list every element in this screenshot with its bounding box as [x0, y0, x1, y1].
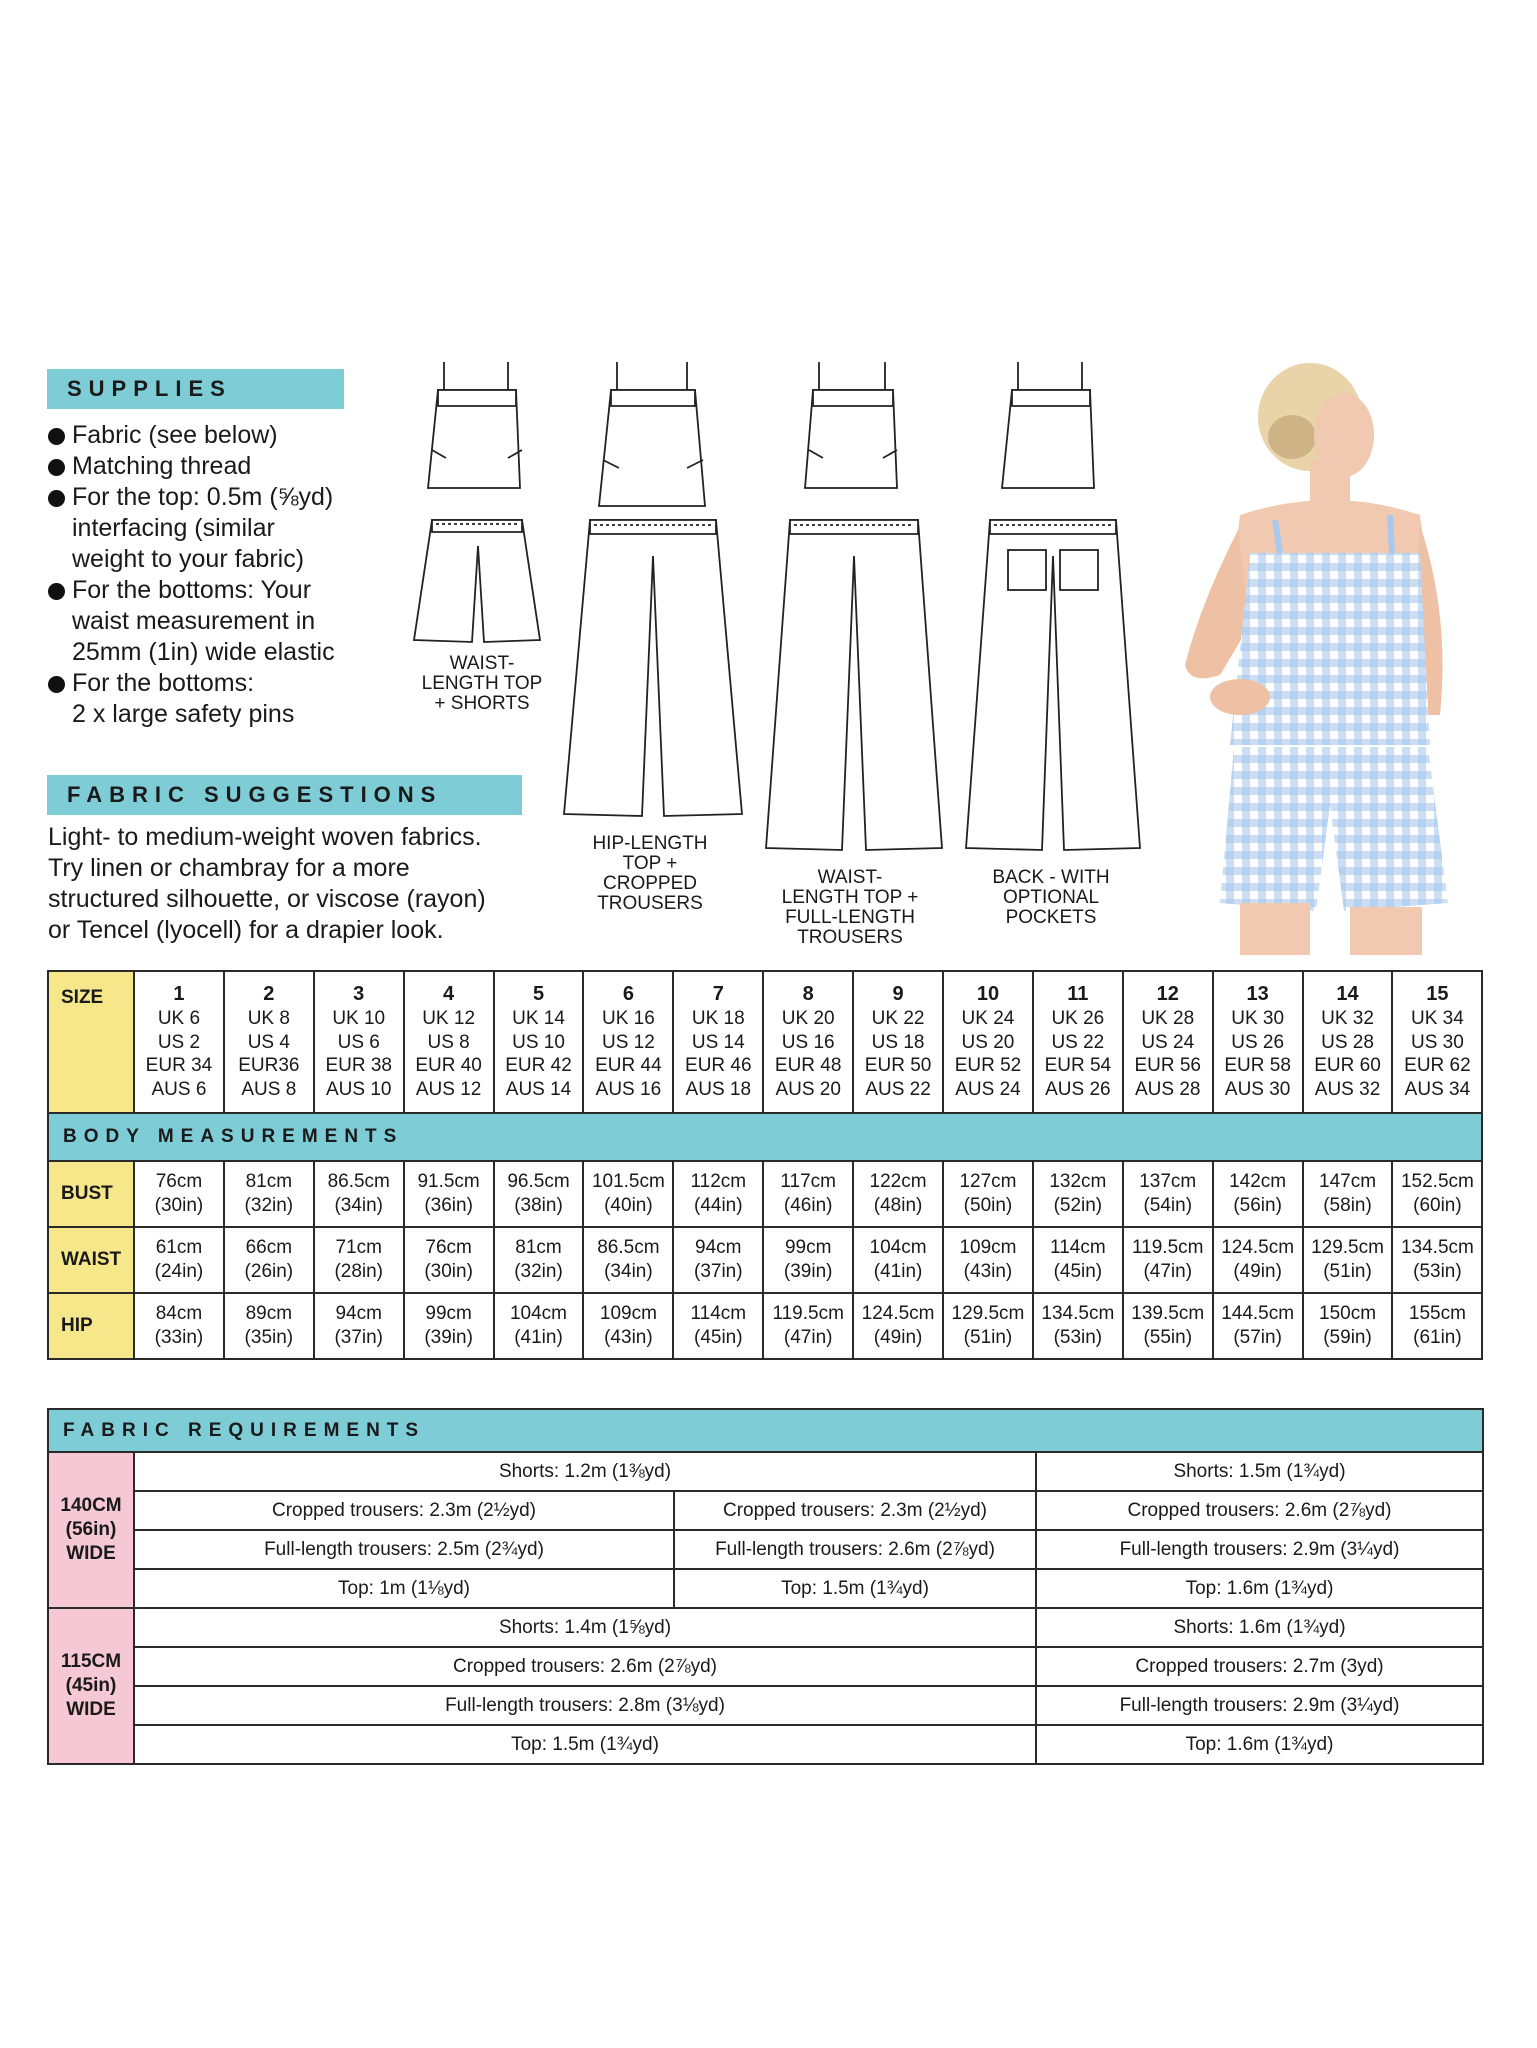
fabric-suggestions-heading: FABRIC SUGGESTIONS: [47, 775, 522, 815]
measurement-cell: 84cm (33in): [134, 1293, 224, 1359]
size-cell: 11 UK 26 US 22 EUR 54 AUS 26: [1033, 971, 1123, 1113]
size-cell: 12 UK 28 US 24 EUR 56 AUS 28: [1123, 971, 1213, 1113]
body-measurements-band: [48, 1113, 1482, 1161]
req-cell: Top: 1.5m (1¾yd): [134, 1725, 1036, 1764]
list-item: For the bottoms: 2 x large safety pins: [48, 668, 388, 730]
list-item: Matching thread: [48, 451, 388, 482]
req-cell: Full-length trousers: 2.9m (3¼yd): [1036, 1686, 1483, 1725]
req-cell: Top: 1.6m (1¾yd): [1036, 1725, 1483, 1764]
measurement-cell: 127cm (50in): [943, 1161, 1033, 1227]
measurement-cell: 119.5cm (47in): [763, 1293, 853, 1359]
req-cell: Cropped trousers: 2.3m (2½yd): [134, 1491, 674, 1530]
size-cell: 5 UK 14 US 10 EUR 42 AUS 14: [494, 971, 584, 1113]
measurement-cell: 112cm (44in): [673, 1161, 763, 1227]
supplies-heading: SUPPLIES: [47, 369, 344, 409]
measurement-cell: 119.5cm (47in): [1123, 1227, 1213, 1293]
req-cell: Top: 1.6m (1¾yd): [1036, 1569, 1483, 1608]
measurement-cell: 81cm (32in): [224, 1161, 314, 1227]
req-cell: Cropped trousers: 2.6m (2⅞yd): [134, 1647, 1036, 1686]
req-cell: Full-length trousers: 2.5m (2¾yd): [134, 1530, 674, 1569]
size-cell: 7 UK 18 US 14 EUR 46 AUS 18: [673, 971, 763, 1113]
flat-top-back: [996, 360, 1106, 495]
table-row: [48, 1608, 1483, 1647]
width-115-label: 115CM (45in) WIDE: [48, 1608, 134, 1764]
measurement-cell: 96.5cm (38in): [494, 1161, 584, 1227]
measurement-cell: 76cm (30in): [404, 1227, 494, 1293]
size-cell: 4 UK 12 US 8 EUR 40 AUS 12: [404, 971, 494, 1113]
table-row: [48, 1293, 1482, 1359]
view-3-caption: WAIST- LENGTH TOP + FULL-LENGTH TROUSERS: [781, 867, 919, 948]
size-cell: 15 UK 34 US 30 EUR 62 AUS 34: [1392, 971, 1482, 1113]
size-table: [47, 970, 1483, 1360]
table-row: [48, 1569, 1483, 1608]
size-cell: 2 UK 8 US 4 EUR36 AUS 8: [224, 971, 314, 1113]
view-1-caption: WAIST- LENGTH TOP + SHORTS: [421, 653, 543, 714]
req-cell: Cropped trousers: 2.7m (3yd): [1036, 1647, 1483, 1686]
measurement-cell: 94cm (37in): [314, 1293, 404, 1359]
req-cell: Shorts: 1.5m (1¾yd): [1036, 1452, 1483, 1491]
measurement-cell: 132cm (52in): [1033, 1161, 1123, 1227]
size-cell: 9 UK 22 US 18 EUR 50 AUS 22: [853, 971, 943, 1113]
flat-shorts: [412, 516, 542, 646]
measurement-cell: 94cm (37in): [673, 1227, 763, 1293]
table-row: [48, 1491, 1483, 1530]
measurement-cell: 142cm (56in): [1213, 1161, 1303, 1227]
measurement-cell: 137cm (54in): [1123, 1161, 1213, 1227]
measurement-cell: 86.5cm (34in): [314, 1161, 404, 1227]
req-cell: Shorts: 1.2m (1⅜yd): [134, 1452, 1036, 1491]
req-cell: Top: 1.5m (1¾yd): [674, 1569, 1036, 1608]
req-cell: Cropped trousers: 2.3m (2½yd): [674, 1491, 1036, 1530]
supplies-list: [48, 420, 388, 730]
size-cell: 8 UK 20 US 16 EUR 48 AUS 20: [763, 971, 853, 1113]
table-row: [48, 1452, 1483, 1491]
table-row: [48, 1227, 1482, 1293]
measurement-cell: 155cm (61in): [1392, 1293, 1482, 1359]
table-row: [48, 1686, 1483, 1725]
measurement-cell: 104cm (41in): [494, 1293, 584, 1359]
size-cell: 6 UK 16 US 12 EUR 44 AUS 16: [583, 971, 673, 1113]
measurement-cell: 76cm (30in): [134, 1161, 224, 1227]
flat-top-view-3: [797, 360, 909, 495]
size-cell: 14 UK 32 US 28 EUR 60 AUS 32: [1303, 971, 1393, 1113]
measurement-cell: 71cm (28in): [314, 1227, 404, 1293]
list-item: Fabric (see below): [48, 420, 388, 451]
measurement-cell: 134.5cm (53in): [1392, 1227, 1482, 1293]
row-label: WAIST: [48, 1227, 134, 1293]
measurement-cell: 91.5cm (36in): [404, 1161, 494, 1227]
flat-back-trousers: [964, 516, 1142, 854]
fabric-requirements-band: [48, 1409, 1483, 1452]
row-label: BUST: [48, 1161, 134, 1227]
width-140-label: 140CM (56in) WIDE: [48, 1452, 134, 1608]
measurement-cell: 99cm (39in): [763, 1227, 853, 1293]
flat-top-view-2: [593, 360, 713, 508]
measurement-cell: 122cm (48in): [853, 1161, 943, 1227]
measurement-cell: 89cm (35in): [224, 1293, 314, 1359]
measurement-cell: 114cm (45in): [1033, 1227, 1123, 1293]
measurement-cell: 66cm (26in): [224, 1227, 314, 1293]
list-item: For the bottoms: Your waist measurement in 25mm (1in) wide elastic: [48, 575, 388, 668]
measurement-cell: 117cm (46in): [763, 1161, 853, 1227]
measurement-cell: 147cm (58in): [1303, 1161, 1393, 1227]
table-row: [48, 1725, 1483, 1764]
fabric-suggestions-text: Light- to medium-weight woven fabrics. Try linen or chambray for a more structured silhouette, or viscose (rayon) or Tencel (lyocell) for a drapier look.: [48, 823, 486, 944]
measurement-cell: 124.5cm (49in): [853, 1293, 943, 1359]
table-row: [48, 1161, 1482, 1227]
size-cell: 10 UK 24 US 20 EUR 52 AUS 24: [943, 971, 1033, 1113]
measurement-cell: 150cm (59in): [1303, 1293, 1393, 1359]
fabric-requirements-table: [47, 1408, 1484, 1765]
measurement-cell: 101.5cm (40in): [583, 1161, 673, 1227]
measurement-cell: 124.5cm (49in): [1213, 1227, 1303, 1293]
row-label: HIP: [48, 1293, 134, 1359]
size-cell: 13 UK 30 US 26 EUR 58 AUS 30: [1213, 971, 1303, 1113]
measurement-cell: 152.5cm (60in): [1392, 1161, 1482, 1227]
measurement-cell: 81cm (32in): [494, 1227, 584, 1293]
table-row: [48, 1647, 1483, 1686]
req-cell: Cropped trousers: 2.6m (2⅞yd): [1036, 1491, 1483, 1530]
measurement-cell: 129.5cm (51in): [1303, 1227, 1393, 1293]
table-row: [48, 1530, 1483, 1569]
view-4-caption: BACK - WITH OPTIONAL POCKETS: [992, 867, 1110, 928]
measurement-cell: 86.5cm (34in): [583, 1227, 673, 1293]
size-row: [48, 971, 1482, 1113]
body-measurements-heading: BODY MEASUREMENTS: [48, 1113, 1482, 1161]
measurement-cell: 61cm (24in): [134, 1227, 224, 1293]
measurement-cell: 134.5cm (53in): [1033, 1293, 1123, 1359]
size-cell: 3 UK 10 US 6 EUR 38 AUS 10: [314, 971, 404, 1113]
flat-full-length-trousers: [764, 516, 944, 854]
measurement-cell: 99cm (39in): [404, 1293, 494, 1359]
req-cell: Full-length trousers: 2.6m (2⅞yd): [674, 1530, 1036, 1569]
measurement-cell: 139.5cm (55in): [1123, 1293, 1213, 1359]
measurement-cell: 109cm (43in): [943, 1227, 1033, 1293]
flat-cropped-trousers: [562, 516, 744, 821]
req-cell: Shorts: 1.4m (1⅝yd): [134, 1608, 1036, 1647]
size-label: SIZE: [48, 971, 134, 1113]
model-photo: [1130, 355, 1460, 955]
measurement-cell: 104cm (41in): [853, 1227, 943, 1293]
view-2-caption: HIP-LENGTH TOP + CROPPED TROUSERS: [592, 833, 708, 914]
measurement-cell: 144.5cm (57in): [1213, 1293, 1303, 1359]
req-cell: Full-length trousers: 2.8m (3⅛yd): [134, 1686, 1036, 1725]
req-cell: Top: 1m (1⅛yd): [134, 1569, 674, 1608]
fabric-requirements-heading: FABRIC REQUIREMENTS: [48, 1409, 1483, 1452]
measurement-cell: 129.5cm (51in): [943, 1293, 1033, 1359]
flat-top-view-1: [422, 360, 532, 495]
list-item: For the top: 0.5m (⅝yd) interfacing (similar weight to your fabric): [48, 482, 388, 575]
req-cell: Shorts: 1.6m (1¾yd): [1036, 1608, 1483, 1647]
measurement-cell: 114cm (45in): [673, 1293, 763, 1359]
size-cell: 1 UK 6 US 2 EUR 34 AUS 6: [134, 971, 224, 1113]
req-cell: Full-length trousers: 2.9m (3¼yd): [1036, 1530, 1483, 1569]
measurement-cell: 109cm (43in): [583, 1293, 673, 1359]
